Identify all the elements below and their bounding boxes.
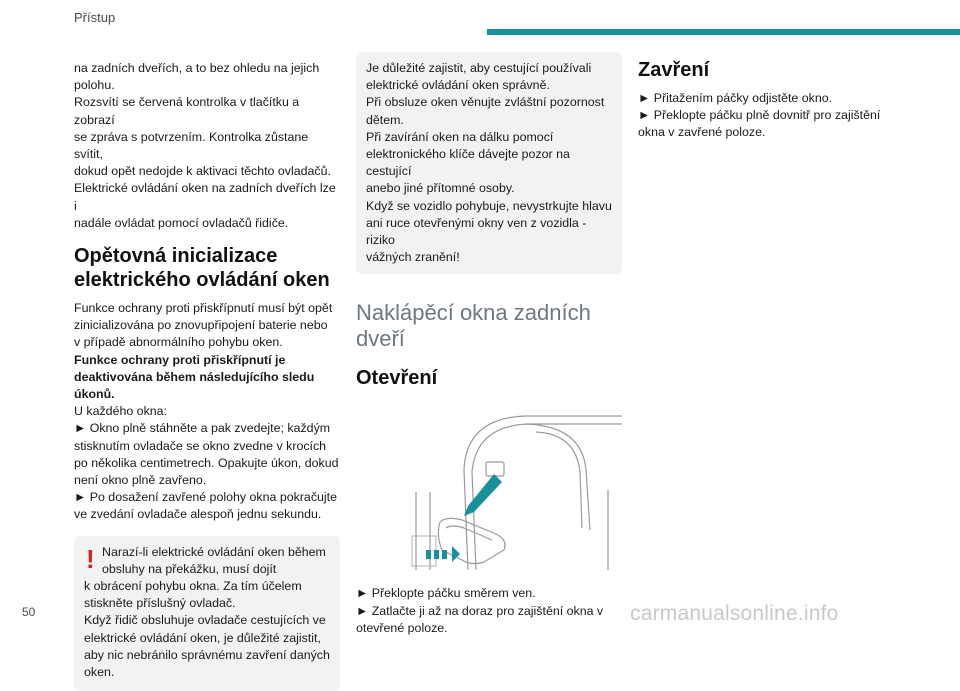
intro-line: se zpráva s potvrzením. Kontrolka zůstane svítit,: [74, 129, 309, 162]
header-accent-bar: [487, 29, 960, 35]
close-step-line: ► Překlopte páčku plně dovnitř pro zajištění: [638, 108, 881, 123]
intro-line: Elektrické ovládání oken na zadních dveřích lze i: [74, 181, 336, 213]
body-line: v případě abnormálního pohybu oken.: [74, 335, 283, 350]
warning-line: elektrické ovládání oken, je důležité zajistit,: [84, 630, 321, 645]
body-line: zinicializována po znovupřipojení baterie nebo: [74, 318, 328, 333]
intro-line: Rozsvítí se červená kontrolka v tlačítku a zobrazí: [74, 95, 300, 127]
warning-line: k obrácení pohybu okna. Za tím účelem: [84, 579, 302, 594]
warning-line: aby nic nebránilo správnému zavření daných: [84, 647, 330, 662]
bold-line: Funkce ochrany proti přiskřípnutí je: [74, 352, 286, 367]
info-line: dětem.: [366, 112, 404, 127]
reinit-heading-line: Opětovná inicializace: [74, 245, 278, 268]
reinit-body: [74, 300, 340, 524]
warning-line: stiskněte příslušný ovladač.: [84, 596, 236, 611]
column-2: [356, 52, 622, 637]
info-line: anebo jiné přítomné osoby.: [366, 181, 515, 196]
info-line: Při zavírání oken na dálku pomocí: [366, 129, 554, 144]
step-line: ► Po dosažení zavřené polohy okna pokračujte: [74, 490, 337, 505]
open-step-line: otevřené poloze.: [356, 620, 448, 635]
open-step-line: ► Překlopte páčku směrem ven.: [356, 586, 536, 601]
close-steps: [638, 90, 904, 142]
tilt-windows-section-title: [356, 300, 622, 352]
close-step-line: okna v zavřené poloze.: [638, 125, 766, 140]
warning-text: [84, 544, 330, 682]
info-line: Při obsluze oken věnujte zvláštní pozornost: [366, 95, 605, 110]
info-line: elektronického klíče dávejte pozor na cestující: [366, 147, 570, 179]
section-header-title: Přístup: [74, 10, 116, 25]
step-line: U každého okna:: [74, 404, 167, 419]
warning-box: [74, 536, 340, 691]
open-step-line: ► Zatlačte ji až na doraz pro zajištění okna v: [356, 603, 604, 618]
section-title-line: Naklápěcí okna zadních: [356, 300, 591, 326]
body-line: Funkce ochrany proti přiskřípnutí musí být opět: [74, 301, 333, 316]
warning-exclamation-icon: !: [86, 543, 95, 574]
info-line: vážných zranění!: [366, 250, 460, 265]
intro-line: na zadních dveřích, a to bez ohledu na jejich: [74, 61, 320, 75]
reinit-heading: [74, 244, 340, 292]
bold-line: úkonů.: [74, 387, 115, 402]
warning-line: oken.: [84, 665, 115, 680]
warning-line: obsluhy na překážku, musí dojít: [102, 561, 277, 576]
open-heading: Otevření: [356, 367, 438, 390]
close-step-line: ► Přitažením páčky odjistěte okno.: [638, 91, 833, 105]
bold-line: deaktivována během následujícího sledu: [74, 369, 315, 384]
page-number: 50: [22, 605, 36, 619]
info-line: Když se vozidlo pohybuje, nevystrkujte hlavu: [366, 198, 612, 213]
column-1: [74, 60, 340, 691]
info-text: [366, 60, 612, 266]
close-heading: Zavření: [638, 59, 710, 81]
warning-line: Narazí-li elektrické ovládání oken během: [102, 544, 326, 559]
intro-paragraph: [74, 60, 340, 232]
intro-line: nadále ovládat pomocí ovladačů řidiče.: [74, 215, 289, 230]
column-3: [638, 52, 904, 142]
info-line: Je důležité zajistit, aby cestující používali: [366, 61, 592, 75]
step-line: není okno plně zavřeno.: [74, 473, 207, 488]
intro-line: polohu.: [74, 78, 115, 93]
open-steps: [356, 585, 622, 637]
section-title-line: dveří: [356, 326, 405, 352]
step-line: ve zvedání ovladače alespoň jednu sekundu.: [74, 507, 322, 522]
info-line: elektrické ovládání oken správně.: [366, 78, 550, 93]
watermark: carmanualsonline.info: [630, 602, 839, 625]
reinit-heading-line: elektrického ovládání oken: [74, 269, 330, 292]
step-line: ► Okno plně stáhněte a pak zvedejte; každým: [74, 421, 331, 436]
warning-line: Když řidič obsluhuje ovladače cestujících ve: [84, 613, 326, 628]
info-line: ani ruce otevřenými okny ven z vozidla - riziko: [366, 215, 587, 248]
intro-line: dokud opět nedojde k aktivaci těchto ovladačů.: [74, 164, 331, 179]
tilt-window-latch-illustration: [376, 410, 622, 570]
info-box: [356, 52, 622, 274]
step-line: po několika centimetrech. Opakujte úkon, dokud: [74, 455, 339, 470]
step-line: stisknutím ovladače se okno zvedne v krocích: [74, 438, 327, 453]
